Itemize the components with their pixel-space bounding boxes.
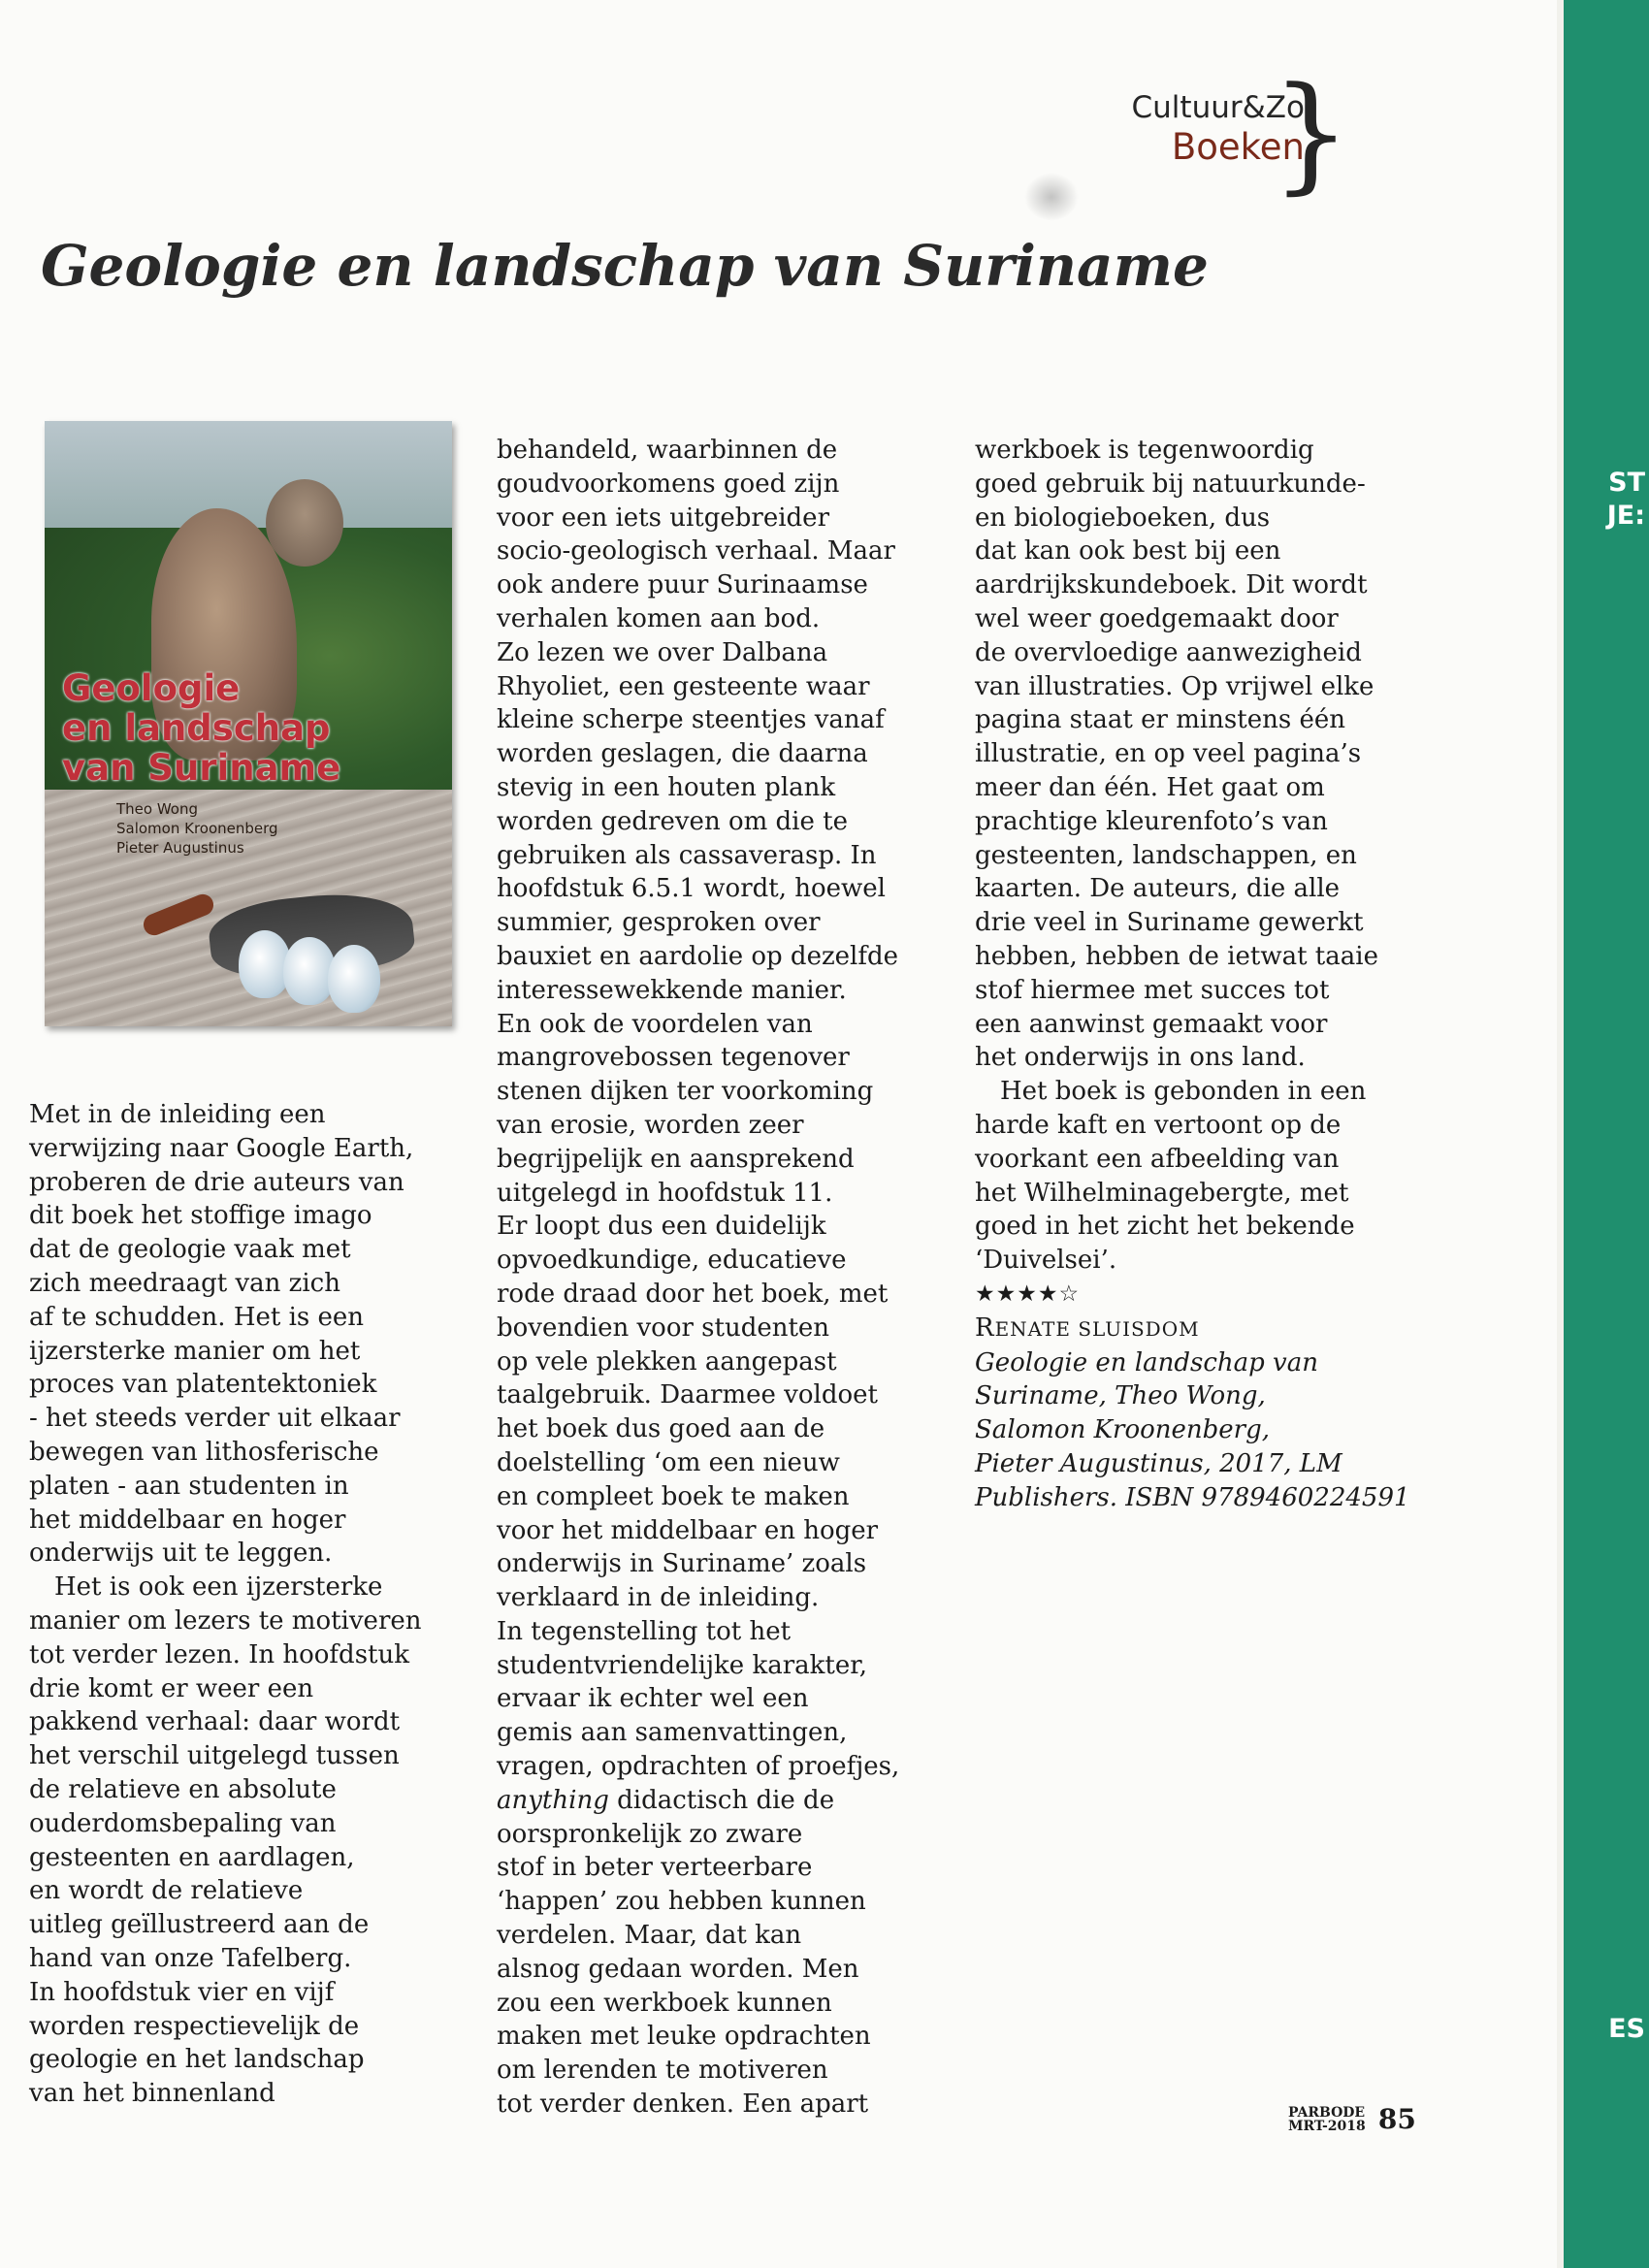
paragraph: behandeld, waarbinnen de goudvoorkomens goed zijn voor een iets uitgebreider socio-geologisch verhaal. Maar ook andere puur Surinaamse verhalen komen aan bod. Zo lezen we over Dalbana Rhyoliet, een gesteente waar kleine scherpe steentjes vanaf worden geslagen, die daarna stevig in een houten plank worden gedreven om die te gebruiken als cassaverasp. In hoofdstuk 6.5.1 wordt, hoewel summier, gesproken over bauxiet en aardolie op dezelfde interessewekkende manier. En ook de voordelen van mangrovebossen tegenover stenen dijken ter voorkoming van erosie, worden zeer begrijpelijk en aansprekend uitgelegd in hoofdstuk 11. Er loopt dus een duidelijk opvoedkundige, educatieve rode draad door het boek, met bovendien voor studenten op vele plekken aangepast taalgebruik. Daarmee voldoet het boek dus goed aan de doelstelling ‘om een nieuw en compleet boek te maken voor het middelbaar en hoger onderwijs in Suriname’ zoals verklaard in de inleiding. In tegenstelling tot het studentvriendelijke karakter, ervaar ik echter wel een gemis aan samenvattingen, vragen, opdrachten of proefjes, anything didactisch die de oorspronkelijk zo zware stof in beter verteerbare ‘happen’ zou hebben kunnen verdelen. Maar, dat kan alsnog gedaan worden. Men zou een werkboek kunnen maken met leuke opdrachten om lerenden te motiveren tot verder denken. Een apart <box>497 436 900 2120</box>
page-footer <box>1288 2103 1416 2135</box>
paragraph: werkboek is tegenwoordig goed gebruik bij natuurkunde- en biologieboeken, dus dat kan ook best bij een aardrijkskundeboek. Dit wordt wel weer goedgemaakt door de overvloedige aanwezigheid van illustraties. Op vrijwel elke pagina staat er minstens één illustratie, en op veel pagina’s meer dan één. Het gaat om prachtige kleurenfoto’s van gesteenten, landschappen, en kaarten. De auteurs, die alle drie veel in Suriname gewerkt hebben, hebben de ietwat taaie stof hiermee met succes tot een aanwinst gemaakt voor het onderwijs in ons land. <box>975 436 1378 1073</box>
article-column-3 <box>975 434 1431 1515</box>
edge-fragment: ES <box>1608 2014 1645 2044</box>
emphasis: anything <box>497 1785 609 1815</box>
cover-title: Geologie en landschap van Suriname <box>62 667 341 789</box>
page-number: 85 <box>1377 2103 1416 2135</box>
green-page-strip <box>1564 0 1649 2268</box>
star-rating: ★★★★☆ <box>975 1280 1081 1307</box>
book-cover-image <box>45 421 452 1026</box>
reviewer-name: RENATE SLUISDOM <box>975 1312 1200 1343</box>
paragraph: Met in de inleiding een verwijzing naar Google Earth, proberen de drie auteurs van dit boek het stoffige imago dat de geologie vaak met zich meedraagt van zich af te schudden. Het is een ijzersterke manier om het proces van platentektoniek - het steeds verder uit elkaar bewegen van lithosferische platen - aan studenten in het middelbaar en hoger onderwijs uit te leggen. <box>29 1100 414 1569</box>
section-sublabel: Boeken <box>1171 126 1305 168</box>
book-details: Geologie en landschap van Suriname, Theo Wong, Salomon Kroonenberg, Pieter Augustinus, 2017, LM Publishers. ISBN 9789460224591 <box>975 1347 1410 1512</box>
edge-fragment: ST <box>1608 468 1645 498</box>
cover-author: Theo Wong <box>116 800 199 818</box>
section-label: Cultuur&Zo <box>1131 90 1305 125</box>
print-smudge <box>1024 173 1079 221</box>
edge-fragment: JE: <box>1606 501 1645 531</box>
cover-author: Salomon Kroonenberg <box>116 820 278 837</box>
article-title: Geologie en landschap van Suriname <box>41 233 1209 299</box>
cover-author: Pieter Augustinus <box>116 839 244 857</box>
brace-ornament: } <box>1271 59 1351 207</box>
publication-mark: PARBODE MRT-2018 <box>1288 2104 1366 2134</box>
cover-authors <box>116 799 278 858</box>
paragraph: Het boek is gebonden in een harde kaft en vertoont op de voorkant een afbeelding van het Wilhelminagebergte, met goed in het zicht het bekende ‘Duivelsei’. <box>975 1077 1367 1276</box>
article-column-2 <box>497 434 953 2122</box>
paragraph: Het is ook een ijzersterke manier om lezers te motiveren tot verder lezen. In hoofdstuk drie komt er weer een pakkend verhaal: daar wordt het verschil uitgelegd tussen de relatieve en absolute ouderdomsbepaling van gesteenten en aardlagen, en wordt de relatieve uitleg geïllustreerd aan de hand van onze Tafelberg. In hoofdstuk vier en vijf worden respectievelijk de geologie en het landschap van het binnenland <box>29 1572 422 2109</box>
article-column-1 <box>29 1098 446 2111</box>
